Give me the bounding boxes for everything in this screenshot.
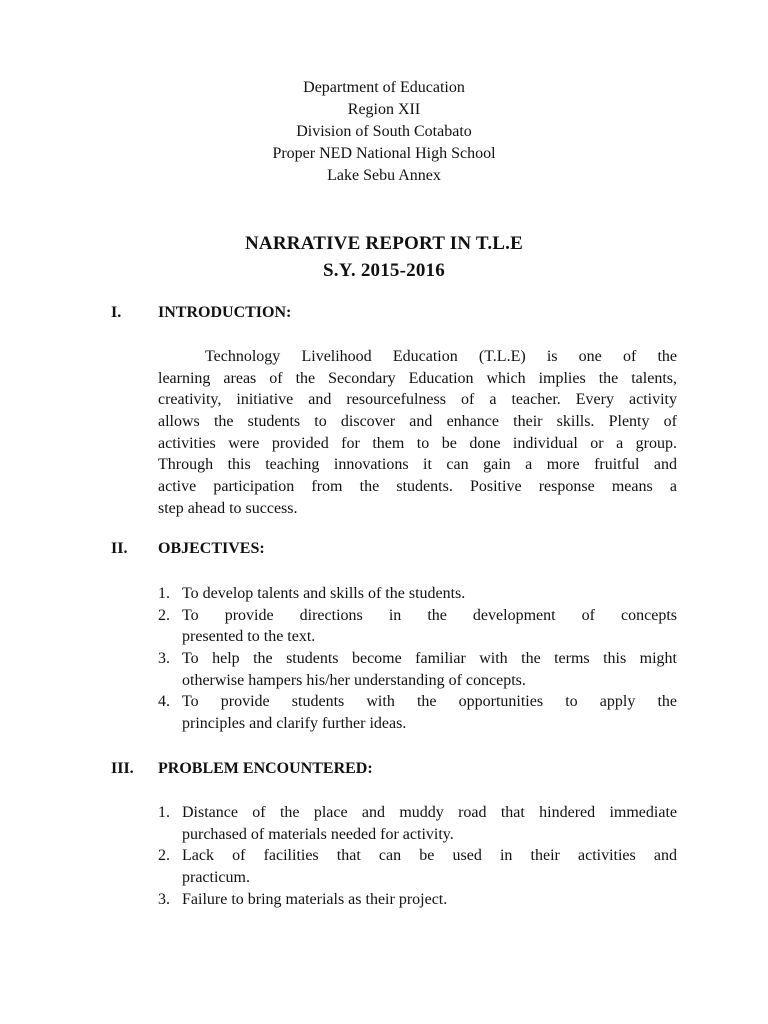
section-label: OBJECTIVES: xyxy=(158,540,265,557)
paragraph-line: active participation from the students. Positive response means a xyxy=(158,478,677,496)
title-line: NARRATIVE REPORT IN T.L.E xyxy=(245,233,523,254)
list-number: 1. xyxy=(158,804,170,821)
list-item-line: Failure to bring materials as their project. xyxy=(182,890,448,908)
header-line: Lake Sebu Annex xyxy=(327,167,441,184)
paragraph-line: allows the students to discover and enhance their skills. Plenty of xyxy=(158,413,677,431)
list-number: 2. xyxy=(158,847,170,865)
list-item xyxy=(158,583,677,605)
paragraph-line: activities were provided for them to be done individual or a group. xyxy=(158,434,677,452)
list-item-line: principles and clarify further ideas. xyxy=(182,715,407,733)
document-header xyxy=(0,77,768,187)
list-number: 3. xyxy=(158,650,170,668)
introduction-paragraph xyxy=(158,346,677,520)
school-year: S.Y. 2015-2016 xyxy=(323,260,445,281)
paragraph-line: Through this teaching innovations it can gain a more fruitful and xyxy=(158,456,677,474)
header-line: Division of South Cotabato xyxy=(296,123,472,140)
list-item xyxy=(158,691,677,734)
list-number: 3. xyxy=(158,890,170,908)
list-item xyxy=(158,802,677,845)
list-number: 2. xyxy=(158,606,170,624)
list-number: 4. xyxy=(158,693,170,711)
section-numeral: II. xyxy=(111,540,128,557)
list-item-line: otherwise hampers his/her understanding of concepts. xyxy=(182,671,526,689)
header-line: Region XII xyxy=(347,101,421,118)
problems-list xyxy=(158,802,677,910)
paragraph-line: Technology Livelihood Education (T.L.E) is one of the xyxy=(205,348,677,365)
list-item-line: To provide directions in the development of concepts xyxy=(182,606,677,624)
section-numeral: I. xyxy=(111,304,122,321)
header-line: Proper NED National High School xyxy=(272,145,496,162)
section-numeral: III. xyxy=(111,760,134,777)
list-item-line: purchased of materials needed for activity. xyxy=(182,825,454,843)
list-item-line: Distance of the place and muddy road that hindered immediate xyxy=(182,804,677,821)
list-item-line: practicum. xyxy=(182,869,250,887)
section-label: INTRODUCTION: xyxy=(158,304,292,321)
list-item xyxy=(158,845,677,888)
paragraph-line: learning areas of the Secondary Education which implies the talents, xyxy=(158,369,677,387)
list-item-line: To help the students become familiar with the terms this might xyxy=(182,650,677,668)
document-title xyxy=(0,230,768,284)
paragraph-line: creativity, initiative and resourcefulness of a teacher. Every activity xyxy=(158,391,677,409)
list-item-line: To provide students with the opportunities to apply the xyxy=(182,693,677,711)
list-item xyxy=(158,605,677,648)
list-item-line: Lack of facilities that can be used in their activities and xyxy=(182,847,677,865)
paragraph-line: step ahead to success. xyxy=(158,499,298,517)
list-item xyxy=(158,889,677,911)
objectives-list xyxy=(158,583,677,735)
list-item xyxy=(158,648,677,691)
header-line: Department of Education xyxy=(303,79,465,96)
list-item-line: presented to the text. xyxy=(182,628,316,646)
list-number: 1. xyxy=(158,585,170,602)
section-label: PROBLEM ENCOUNTERED: xyxy=(158,760,373,777)
list-item-line: To develop talents and skills of the students. xyxy=(182,585,466,602)
